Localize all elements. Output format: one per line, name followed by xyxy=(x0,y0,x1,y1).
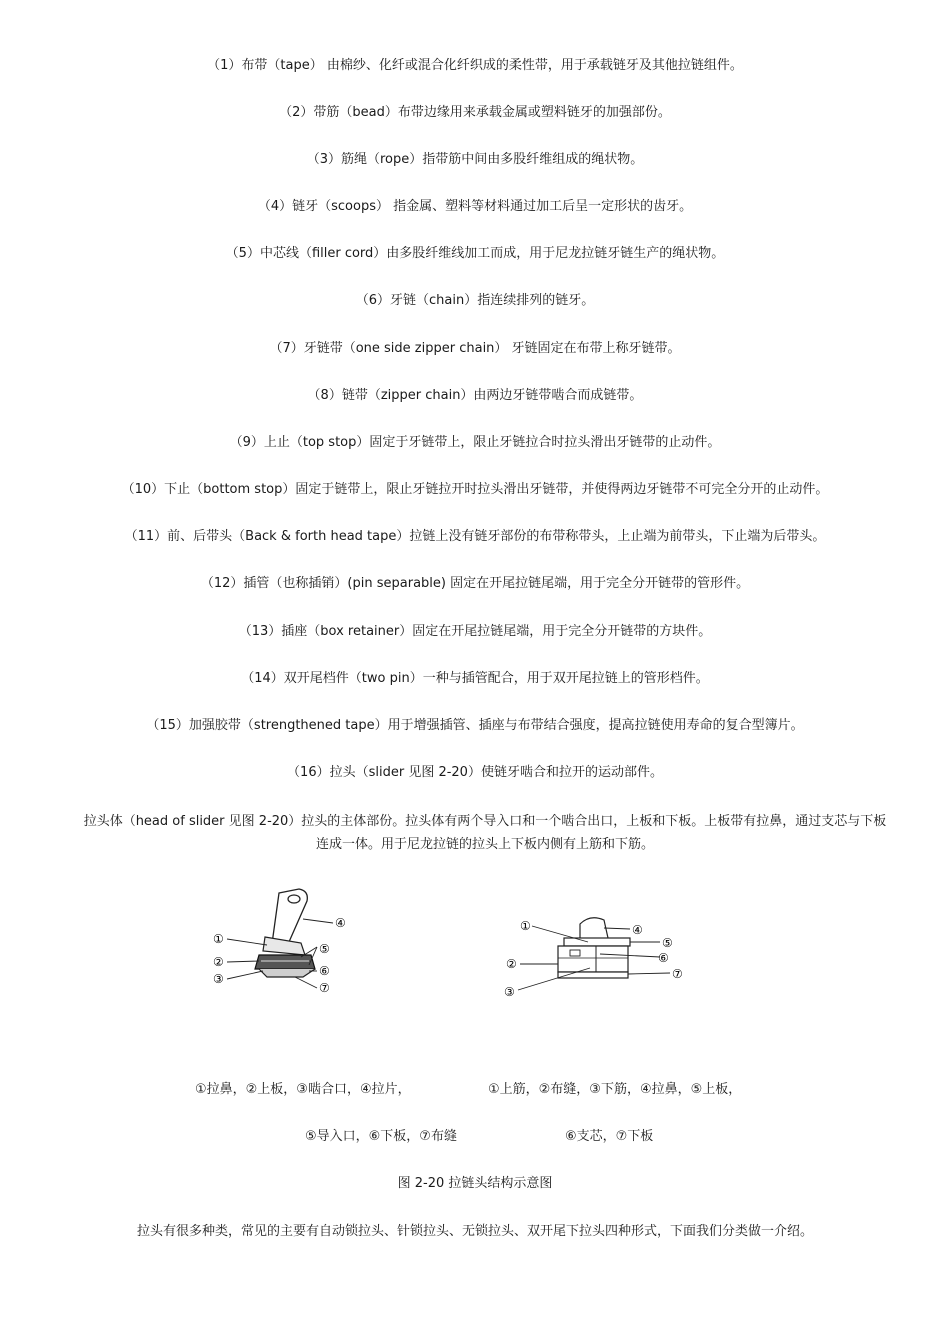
definition-3: （3）筋绳（rope）指带筋中间由多股纤维组成的绳状物。 xyxy=(306,152,644,167)
definition-4: （4）链牙（scoops） 指金属、塑料等材料通过加工后呈一定形状的齿牙。 xyxy=(257,199,693,214)
definition-16: （16）拉头（slider 见图 2-20）使链牙啮合和拉开的运动部件。 xyxy=(287,765,663,780)
definition-7: （7）牙链带（one side zipper chain） 牙链固定在布带上称牙链带。 xyxy=(269,341,681,356)
definition-13: （13）插座（box retainer）固定在开尾拉链尾端，用于完全分开链带的方块件。 xyxy=(238,624,712,639)
caption-right-line-2: ⑥支芯，⑦下板 xyxy=(565,1129,654,1144)
definition-1: （1）布带（tape） 由棉纱、化纤或混合化纤织成的柔性带，用于承载链牙及其他拉链组件。 xyxy=(207,58,743,73)
definition-2: （2）带筋（bead）布带边缘用来承载金属或塑料链牙的加强部份。 xyxy=(279,105,671,120)
right-marker-3: ③ xyxy=(504,985,515,999)
left-marker-1: ① xyxy=(213,932,224,946)
closing-paragraph: 拉头有很多种类，常见的主要有自动锁拉头、针锁拉头、无锁拉头、双开尾下拉头四种形式，下面我们分类做一介绍。 xyxy=(136,1224,813,1239)
left-marker-2: ② xyxy=(213,955,224,969)
definition-9: （9）上止（top stop）固定于牙链带上，限止牙链拉合时拉头滑出牙链带的止动件。 xyxy=(229,435,721,450)
slider-body-paragraph: 拉头体（head of slider 见图 2-20）拉头的主体部份。拉头体有两个导入口和一个啮合出口，上板和下板。上板带有拉鼻，通过支芯与下板连成一体。用于尼龙拉链的拉头上下板内侧有上筋和下筋。 xyxy=(83,814,887,852)
right-marker-5: ⑤ xyxy=(662,936,673,950)
caption-left-line-2: ⑤导入口，⑥下板，⑦布缝 xyxy=(305,1129,457,1144)
definition-10: （10）下止（bottom stop）固定于链带上，限止牙链拉开时拉头滑出牙链带，并使得两边牙链带不可完全分开的止动件。 xyxy=(121,482,829,497)
definition-15: （15）加强胶带（strengthened tape）用于增强插管、插座与布带结合强度，提高拉链使用寿命的复合型簿片。 xyxy=(146,718,804,733)
slider-left-drawing xyxy=(205,885,365,1005)
definition-8: （8）链带（zipper chain）由两边牙链带啮合而成链带。 xyxy=(307,388,643,403)
figure-slider-right xyxy=(500,910,700,1005)
definition-14: （14）双开尾档件（two pin）一种与插管配合，用于双开尾拉链上的管形档件。 xyxy=(241,671,709,686)
figure-slider-left xyxy=(205,885,365,1005)
right-marker-4: ④ xyxy=(632,923,643,937)
left-marker-4: ④ xyxy=(335,916,346,930)
definition-6: （6）牙链（chain）指连续排列的链牙。 xyxy=(355,293,595,308)
left-marker-5: ⑤ xyxy=(319,942,330,956)
right-marker-7: ⑦ xyxy=(672,967,683,981)
definition-12: （12）插管（也称插销）(pin separable) 固定在开尾拉链尾端，用于完全分开链带的管形件。 xyxy=(200,576,750,591)
definition-5: （5）中芯线（filler cord）由多股纤维线加工而成，用于尼龙拉链牙链生产的绳状物。 xyxy=(225,246,725,261)
right-marker-6: ⑥ xyxy=(658,951,669,965)
left-marker-3: ③ xyxy=(213,972,224,986)
caption-right-line-1: ①上筋，②布缝，③下筋，④拉鼻，⑤上板， xyxy=(488,1082,742,1097)
right-marker-1: ① xyxy=(520,919,531,933)
left-marker-7: ⑦ xyxy=(319,981,330,995)
definition-11: （11）前、后带头（Back & forth head tape）拉链上没有链牙部份的布带称带头，上止端为前带头，下止端为后带头。 xyxy=(124,529,826,544)
slider-right-drawing xyxy=(500,910,700,1005)
figure-title: 图 2-20 拉链头结构示意图 xyxy=(397,1176,553,1191)
caption-left-line-1: ①拉鼻，②上板，③啮合口，④拉片， xyxy=(195,1082,411,1097)
right-marker-2: ② xyxy=(506,957,517,971)
left-marker-6: ⑥ xyxy=(319,964,330,978)
